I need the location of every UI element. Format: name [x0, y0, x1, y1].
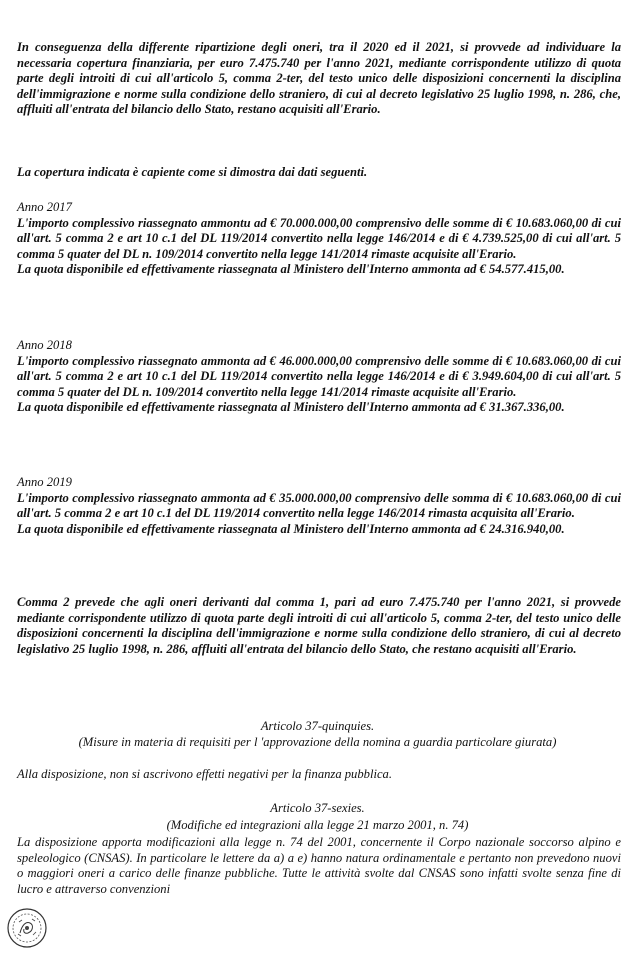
coverage-statement: La copertura indicata è capiente come si dimostra dai dati seguenti. — [17, 165, 368, 179]
year-quota: La quota disponibile ed effettivamente riassegnata al Ministero dell'Interno ammonta ad € 31.367.336,00. — [17, 400, 565, 415]
intro-paragraph: In conseguenza della differente ripartizione degli oneri, tra il 2020 ed il 2021, si provvede ad individuare la necessaria copertura finanziaria, per euro 7.475.740 per l'anno 2021, mediante corrispondente utilizzo di quota parte degli introiti di cui all'articolo 5, comma 2-ter, del testo unico delle disposizioni concernenti la disciplina dell'immigrazione e norme sulla condizione dello straniero, di cui al decreto legislativo 25 luglio 1998, n. 286, che, affluiti all'entrata del bilancio dello Stato, restano acquisiti all'Erario. — [17, 40, 621, 117]
article-quinquies-subtitle: (Misure in materia di requisiti per l 'approvazione della nomina a guardia particolare giurata) — [78, 735, 557, 749]
year-2019-section — [17, 475, 621, 537]
year-quota: La quota disponibile ed effettivamente riassegnata al Ministero dell'Interno ammonta ad € 24.316.940,00. — [17, 521, 565, 536]
comma2-paragraph: Comma 2 prevede che agli oneri derivanti dal comma 1, pari ad euro 7.475.740 per l'anno 2021, si provvede mediante corrispondente utilizzo di quota parte degli introiti di cui all'articolo 5, comma 2-ter, del testo unico delle disposizioni concernenti la disciplina dell'immigrazione e norme sulla condizione dello straniero, di cui al decreto legislativo 25 luglio 1998, n. 286, affluiti all'entrata del bilancio dello Stato, che restano acquisiti all'Erario. — [17, 595, 621, 656]
year-2018-section — [17, 338, 621, 416]
article-quinquies-title: Articolo 37-quinquies. — [260, 719, 375, 733]
year-label: Anno 2018 — [17, 338, 72, 352]
year-label: Anno 2017 — [17, 200, 72, 214]
seal-stamp-icon — [6, 907, 48, 949]
article-sexies-title: Articolo 37-sexies. — [270, 801, 365, 815]
article-quinquies-text: Alla disposizione, non si ascrivono effetti negativi per la finanza pubblica. — [17, 767, 392, 781]
year-text: L'importo complessivo riassegnato ammontu ad € 70.000.000,00 comprensivo delle somme di € 10.683.060,00 di cui all'art. 5 comma 2 e art 10 c.1 del DL 119/2014 convertito nella legge 146/2014 e di € 4.739.525,00 di cui all'art. 5 comma 5 quater del DL n. 109/2014 convertito nella legge 141/2014 rimaste acquisite all'Erario. — [17, 215, 621, 261]
year-text: L'importo complessivo riassegnato ammonta ad € 46.000.000,00 comprensivo delle somme di € 10.683.060,00 di cui all'art. 5 comma 2 e art 10 c.1 del DL 119/2014 convertito nella legge 146/2014 e di € 3.949.604,00 di cui all'art. 5 comma 5 quater del DL n. 109/2014 convertito nella legge 141/2014 rimaste acquisite all'Erario. — [17, 353, 621, 399]
year-text: L'importo complessivo riassegnato ammonta ad € 35.000.000,00 comprensivo delle somma di € 10.683.060,00 di cui all'art. 5 comma 2 e art 10 c.1 del DL 119/2014 convertito nella legge 146/2014 rimasta acquisita all'Erario. — [17, 490, 621, 521]
year-quota: La quota disponibile ed effettivamente riassegnata al Ministero dell'Interno ammonta ad € 54.577.415,00. — [17, 262, 565, 277]
year-2017-section — [17, 200, 621, 278]
article-sexies-subtitle: (Modifiche ed integrazioni alla legge 21 marzo 2001, n. 74) — [166, 818, 469, 832]
year-label: Anno 2019 — [17, 475, 72, 489]
article-sexies-text: La disposizione apporta modificazioni alla legge n. 74 del 2001, concernente il Corpo nazionale soccorso alpino e speleologico (CNSAS). In particolare le lettere da a) a e) hanno natura ordinamentale e pertanto non prevedono nuovi o maggiori oneri a carico delle finanze pubbliche. Tutte le attività svolte dal CNSAS sono infatti svolte senza fine di lucro e attraverso convenzioni — [17, 835, 621, 896]
